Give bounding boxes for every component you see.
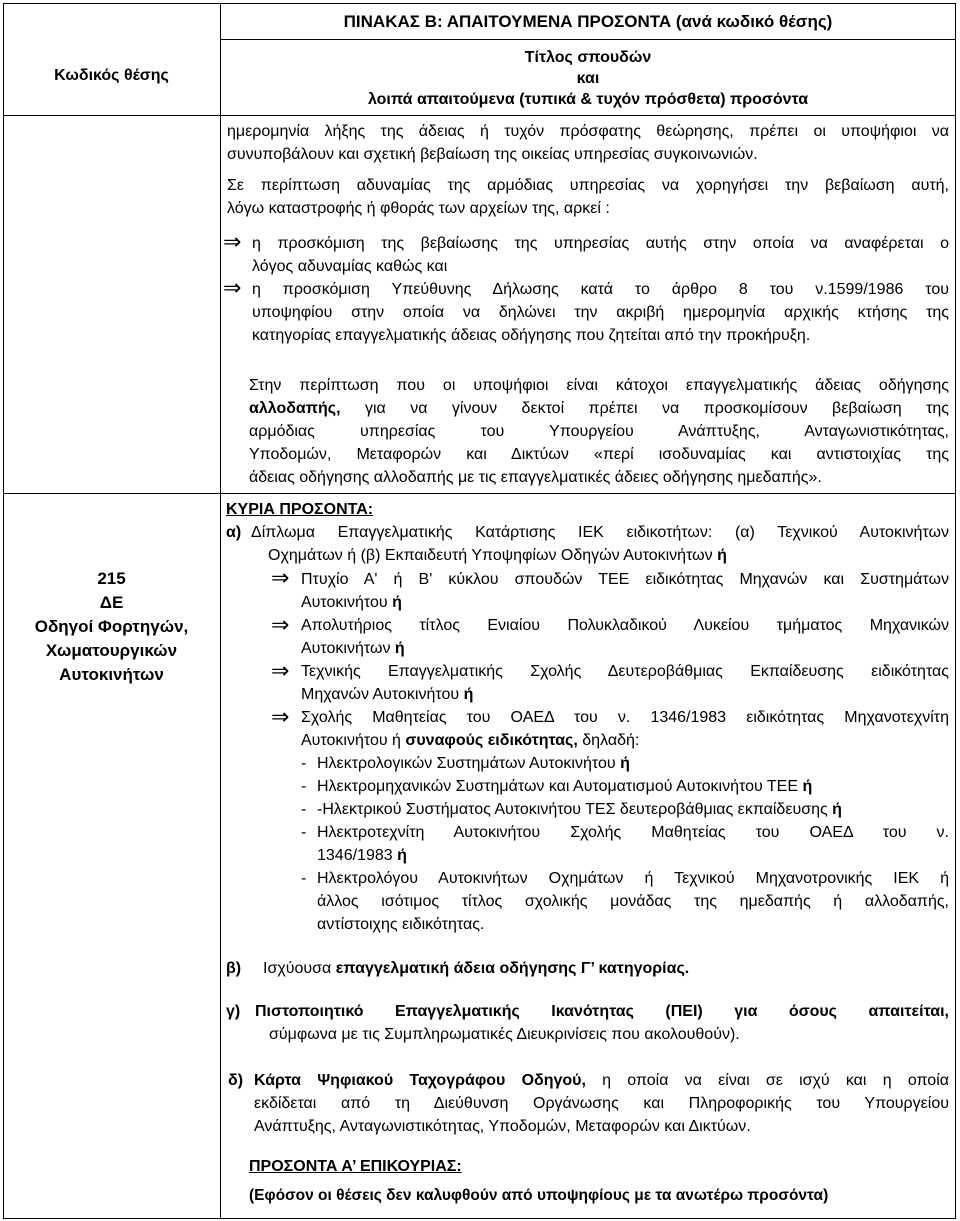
- item-d-label: δ): [228, 1072, 244, 1089]
- main-qualifications-heading: ΚΥΡΙΑ ΠΡΟΣΟΝΤΑ:: [226, 501, 374, 518]
- dash-marker: -: [301, 870, 307, 887]
- specialty-item: Ηλεκτρομηχανικών Συστημάτων και Αυτοματισμού Αυτοκινήτου ΤΕΕ ή: [317, 778, 813, 795]
- column-divider: [220, 3, 221, 1219]
- inability-paragraph: Σε περίπτωση αδυναμίας της αρμόδιας υπηρεσίας να χορηγήσει την βεβαίωση αυτή, λόγω καταστροφής ή φθοράς των αρχείων της, αρκεί :: [227, 177, 949, 217]
- specialty-item: Ηλεκτρολόγου Αυτοκινήτων Οχημάτων ή Τεχνικού Μηχανοτρονικής ΙΕΚ ή άλλος ισότιμος τίτλος σχολικής μονάδας της ημεδαπής ή αλλοδαπής, αντίστοιχης ειδικότητας.: [317, 870, 949, 933]
- column-header-code: Κωδικός θέσης: [54, 67, 169, 84]
- arrow-icon: ⇒: [223, 229, 242, 254]
- table-border-right: [955, 3, 956, 1219]
- option-tee: Πτυχίο Α' ή Β' κύκλου σπουδών ΤΕΕ ειδικότητας Μηχανών και Συστημάτων Αυτοκινήτου ή: [301, 571, 949, 611]
- item-b-text: Ισχύουσα επαγγελματική άδεια οδήγησης Γ’ κατηγορίας.: [263, 960, 690, 977]
- table-border-top: [3, 3, 956, 4]
- item-a-label: α): [226, 524, 242, 541]
- specialty-item: Ηλεκτροτεχνίτη Αυτοκινήτου Σχολής Μαθητείας του ΟΑΕΔ του ν. 1346/1983 ή: [317, 824, 949, 864]
- option-oaed: Σχολής Μαθητείας του ΟΑΕΔ του ν. 1346/1983 ειδικότητας Μηχανοτεχνίτη Αυτοκινήτου ή συναφούς ειδικότητας, δηλαδή:: [301, 709, 949, 749]
- item-b-label: β): [226, 960, 242, 977]
- specialty-item: -Ηλεκτρικού Συστήματος Αυτοκινήτου ΤΕΣ δευτεροβάθμιας εκπαίδευσης ή: [317, 801, 842, 818]
- item-g-text: Πιστοποιητικό Επαγγελματικής Ικανότητας (ΠΕΙ) για όσους απαιτείται, σύμφωνα με τις Συμπληρωματικές Διευκρινίσεις που ακολουθούν).: [255, 1003, 949, 1043]
- arrow-icon: ⇒: [271, 565, 290, 590]
- arrow-icon: ⇒: [271, 612, 290, 637]
- position-code-cell: 215 ΔΕ Οδηγοί Φορτηγών, Χωματουργικών Αυτοκινήτων: [3, 567, 220, 687]
- foreign-license-paragraph: Στην περίπτωση που οι υποψήφιοι είναι κάτοχοι επαγγελματικής άδειας οδήγησης αλλοδαπής, για να γίνουν δεκτοί πρέπει να προσκομίσουν βεβαίωση της αρμόδιας υπηρεσίας του Υπουργείου Ανάπτυξης, Ανταγωνιστικότητας, Υποδομών, Μεταφορών και Δικτύων «περί ισοδυναμίας και αντιστοιχίας της άδειας οδήγησης αλλοδαπής με τις επαγγελματικές άδειες οδήγησης ημεδαπής».: [249, 377, 949, 486]
- position-category: ΔΕ: [99, 593, 124, 612]
- option-epl: Απολυτήριος τίτλος Ενιαίου Πολυκλαδικού Λυκείου τμήματος Μηχανικών Αυτοκινήτων ή: [301, 617, 949, 657]
- arrow-icon: ⇒: [223, 275, 242, 300]
- auxiliary-note: (Εφόσον οι θέσεις δεν καλυφθούν από υποψηφίους με τα ανωτέρω προσόντα): [249, 1187, 829, 1204]
- table-border-bottom: [3, 1218, 956, 1219]
- dash-marker: -: [301, 801, 307, 818]
- arrow-icon: ⇒: [271, 704, 290, 729]
- qualifications-table: [3, 3, 956, 1219]
- dash-marker: -: [301, 755, 307, 772]
- item-d-text: Κάρτα Ψηφιακού Ταχογράφου Οδηγού, η οποία να είναι σε ισχύ και η οποία εκδίδεται από τη Διεύθυνση Οργάνωσης και Πληροφορικής του Υπουργείου Ανάπτυξης, Ανταγωνιστικότητας, Υποδομών, Μεταφορών και Δικτύων.: [254, 1072, 950, 1135]
- table-title: ΠΙΝΑΚΑΣ Β: ΑΠΑΙΤΟΥΜΕΝΑ ΠΡΟΣΟΝΤΑ (ανά κωδικό θέσης): [343, 12, 833, 31]
- column-header-title: Τίτλος σπουδών και λοιπά απαιτούμενα (τυπικά & τυχόν πρόσθετα) προσόντα: [367, 49, 809, 108]
- dash-marker: -: [301, 778, 307, 795]
- item-a-text: Δίπλωμα Επαγγελματικής Κατάρτισης ΙΕΚ ειδικοτήτων: (α) Τεχνικού Αυτοκινήτων Οχημάτων ή (β) Εκπαιδευτή Υποψηφίων Οδηγών Αυτοκινήτων ή: [251, 524, 949, 564]
- section-divider: [3, 493, 956, 494]
- option-tes: Τεχνικής Επαγγελματικής Σχολής Δευτεροβάθμιας Εκπαίδευσης ειδικότητας Μηχανών Αυτοκινήτου ή: [301, 663, 949, 703]
- bullet-certificate: η προσκόμιση της βεβαίωσης της υπηρεσίας αυτής στην οποία να αναφέρεται ο λόγος αδυναμίας καθώς και: [252, 235, 949, 275]
- header-row-divider: [3, 115, 956, 116]
- auxiliary-qualifications-heading: ΠΡΟΣΟΝΤΑ Α’ ΕΠΙΚΟΥΡΙΑΣ:: [249, 1158, 462, 1175]
- specialty-item: Ηλεκτρολογικών Συστημάτων Αυτοκινήτου ή: [317, 755, 630, 772]
- continuation-paragraph: ημερομηνία λήξης της άδειας ή τυχόν πρόσφατης θεώρησης, πρέπει οι υποψήφιοι να συνυποβάλουν και σχετική βεβαίωση της οικείας υπηρεσίας συγκοινωνιών.: [227, 123, 949, 163]
- bullet-declaration: η προσκόμιση Υπεύθυνης Δήλωσης κατά το άρθρο 8 του ν.1599/1986 του υποψηφίου στην οποία να δηλώνει την ακριβή ημερομηνία αρχικής κτήσης της κατηγορίας επαγγελματικής άδειας οδήγησης που ζητείται από την προκήρυξη.: [252, 281, 949, 344]
- title-row-divider: [220, 39, 956, 40]
- position-code: 215: [97, 569, 126, 588]
- position-name: Οδηγοί Φορτηγών,: [34, 617, 189, 636]
- item-g-label: γ): [226, 1003, 241, 1020]
- dash-marker: -: [301, 824, 307, 841]
- arrow-icon: ⇒: [271, 658, 290, 683]
